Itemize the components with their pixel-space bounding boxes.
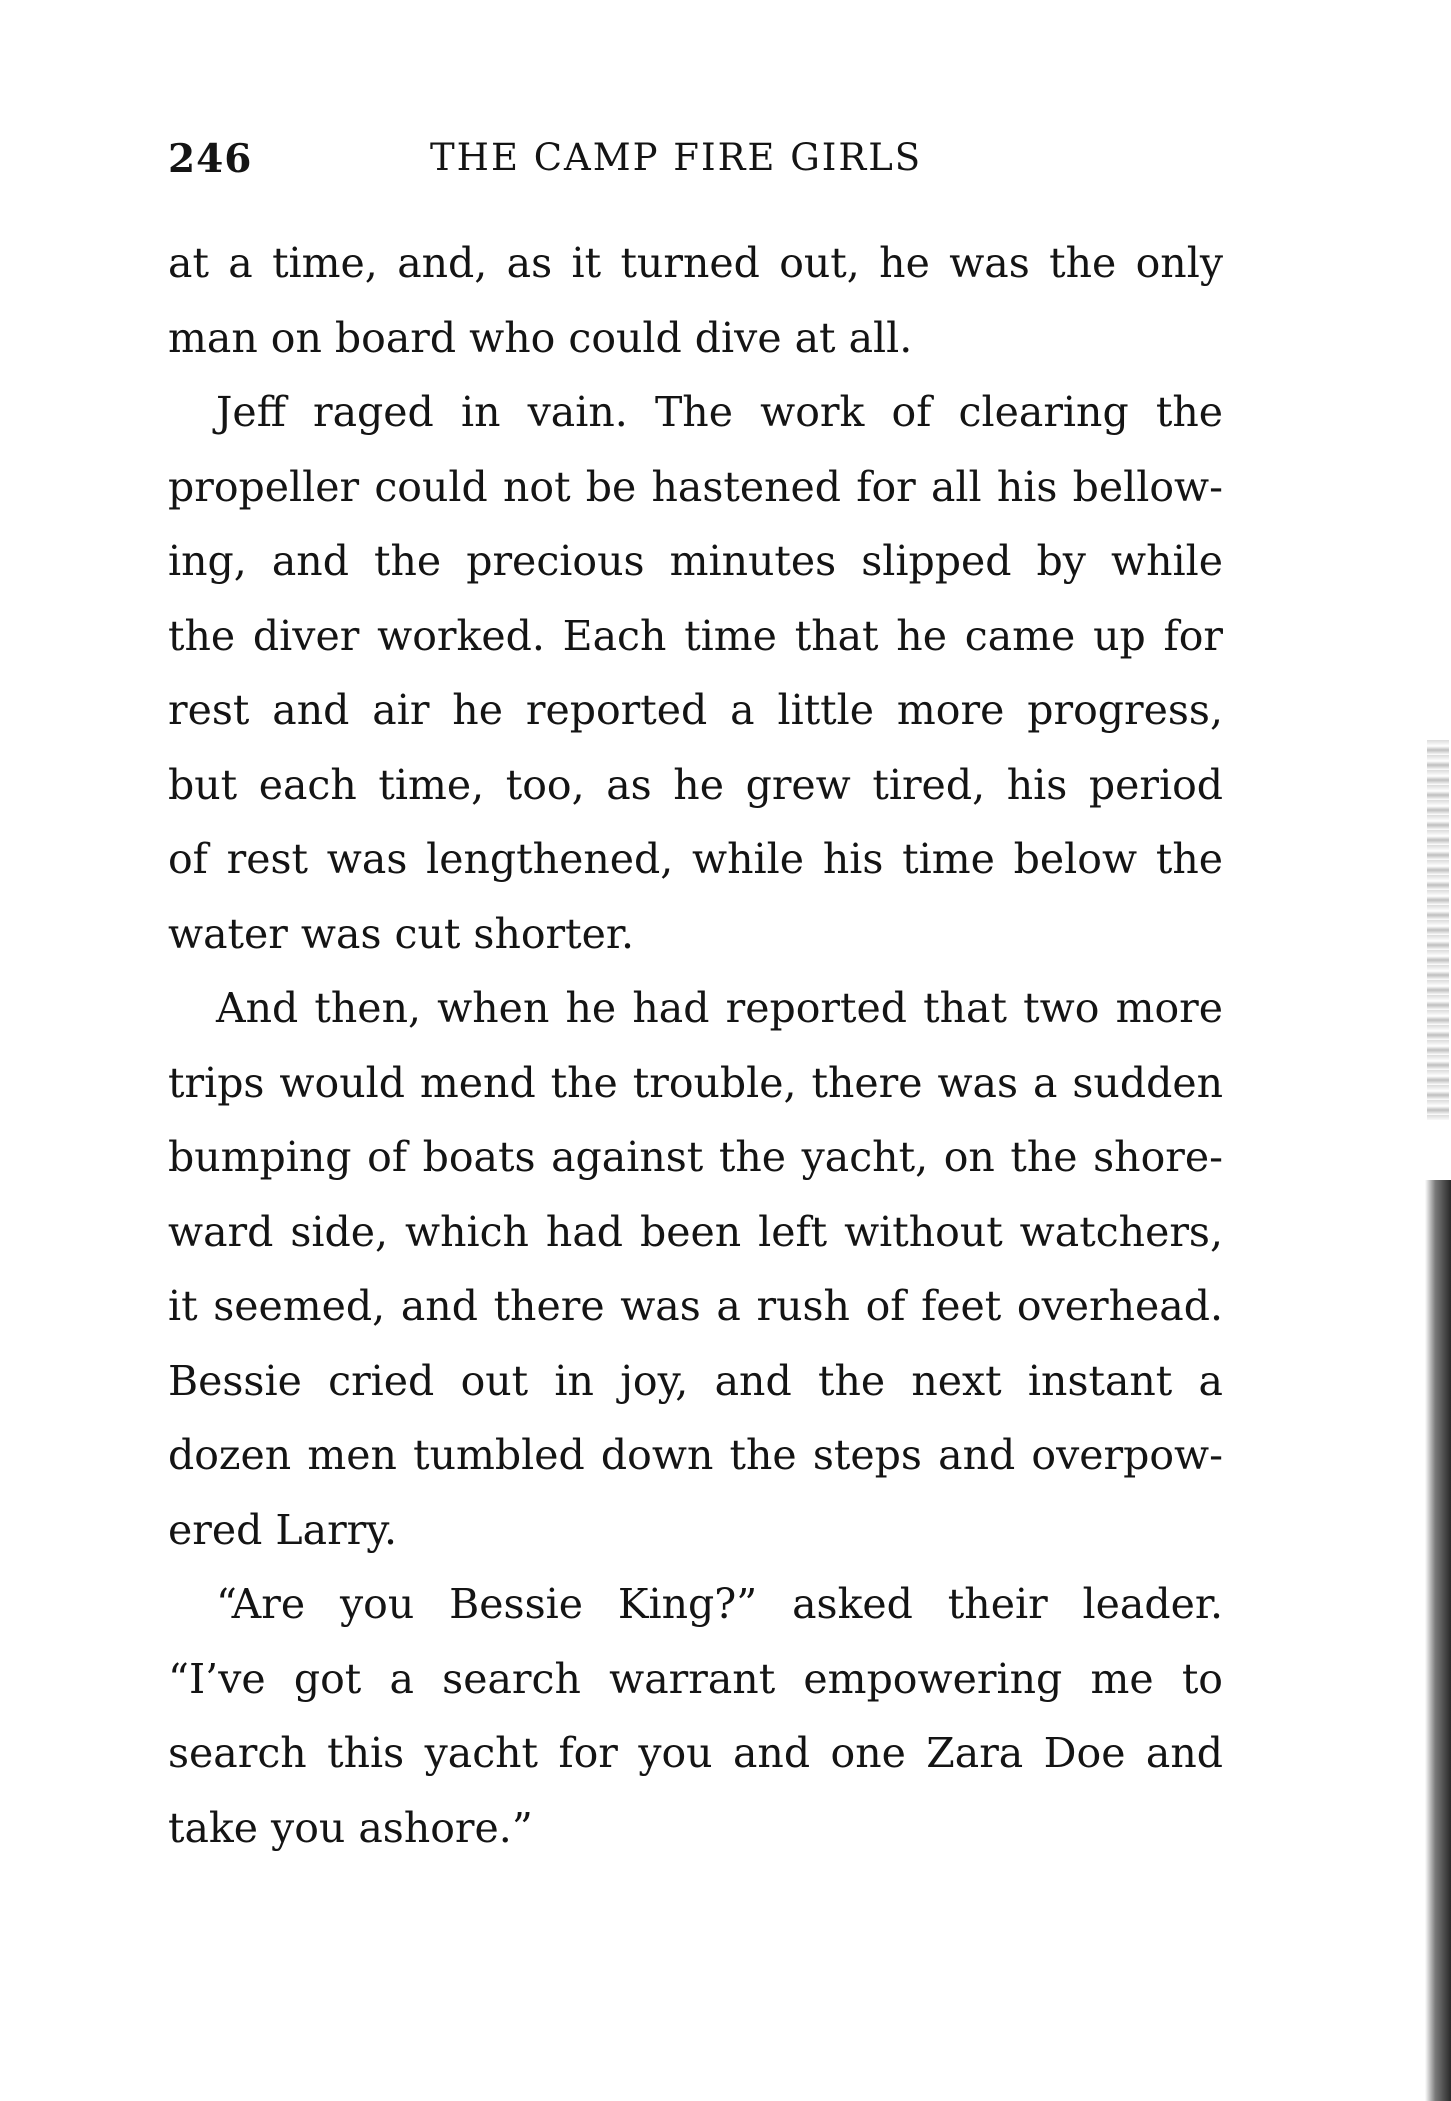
page-edge-speckle <box>1427 740 1449 1120</box>
text-line: trips would mend the trouble, there was a sudden <box>168 1058 1223 1107</box>
text-line: ward side, which had been left without watchers, <box>168 1207 1223 1256</box>
text-line: ered Larry. <box>168 1505 398 1554</box>
text-line: ing, and the precious minutes slipped by while <box>168 537 1223 585</box>
text-line: bumping of boats against the yacht, on the shore- <box>168 1133 1223 1181</box>
running-head <box>168 136 1223 186</box>
text-line: but each time, too, as he grew tired, his period <box>168 760 1223 809</box>
text-line: And then, when he had reported that two more <box>216 984 1223 1032</box>
text-line: at a time, and, as it turned out, he was the only <box>168 239 1223 287</box>
text-line: take you ashore.” <box>168 1803 533 1852</box>
text-line: “Are you Bessie King?” asked their leader. <box>216 1580 1223 1628</box>
text-line: it seemed, and there was a rush of feet overhead. <box>168 1282 1223 1330</box>
page-number: 246 <box>168 136 253 182</box>
text-line: Jeff raged in vain. The work of clearing the <box>216 388 1223 436</box>
text-line: of rest was lengthened, while his time below the <box>168 835 1223 883</box>
text-line: Bessie cried out in joy, and the next instant a <box>168 1356 1223 1405</box>
text-line: search this yacht for you and one Zara Doe and <box>168 1729 1223 1777</box>
text-line: the diver worked. Each time that he came up for <box>168 611 1223 660</box>
text-line: rest and air he reported a little more progress, <box>168 686 1223 734</box>
book-title: THE CAMP FIRE GIRLS <box>430 136 923 179</box>
text-line: propeller could not be hastened for all his bellow- <box>168 462 1223 511</box>
text-line: dozen men tumbled down the steps and overpow- <box>168 1431 1223 1479</box>
text-line: man on board who could dive at all. <box>168 313 913 362</box>
text-line: “I’ve got a search warrant empowering me to <box>168 1654 1223 1703</box>
text-line: water was cut shorter. <box>168 909 634 958</box>
page-edge-shadow <box>1425 1180 1451 2101</box>
body-text <box>168 226 1223 1865</box>
